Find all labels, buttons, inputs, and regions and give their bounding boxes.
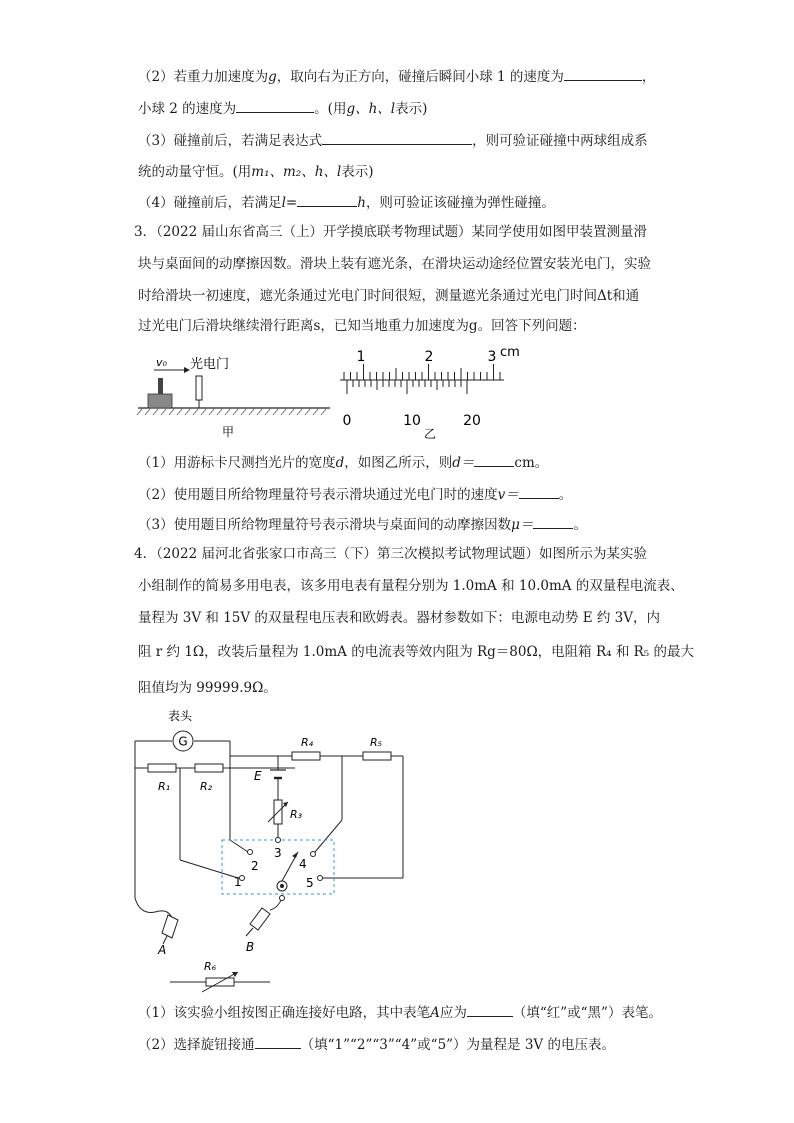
q4-stem-line4: 阻 r 约 1Ω，改装后量程为 1.0mA 的电流表等效内阻为 Rg＝80Ω，电阻箱 R₄ 和 R₅ 的最大 [138,644,694,660]
vernier-label-20: 20 [463,413,481,429]
answer-blank-terminal[interactable] [255,1034,301,1049]
v0-label: v₀ [156,356,167,369]
answer-blank-v1[interactable] [564,66,642,81]
figure-yi [336,342,526,442]
terminal-5: 5 [306,876,314,890]
answer-blank-mu[interactable] [533,514,573,529]
label-r3: R₃ [290,808,303,821]
q4-stem-line2: 小组制作的简易多用电表，该多用电表有量程分别为 1.0mA 和 10.0mA 的双量程电流表、 [138,578,684,594]
unit-label: cm [500,345,520,360]
q3-sub2: （2）使用题目所给物理量符号表示滑块通过光电门时的速度v＝ 。 [138,484,572,505]
probe-a-label: A [158,943,167,957]
answer-blank-velocity[interactable] [519,484,559,499]
label-r5: R₅ [370,736,383,749]
vernier-scale [342,380,486,394]
q3-stem-line1: 3．（2022 届山东省高三（上）开学摸底联考物理试题）某同学使用如图甲装置测量滑 [134,224,647,240]
q3-stem-line2: 块与桌面间的动摩擦因数。滑块上装有遮光条，在滑块运动途经位置安装光电门，实验 [138,256,651,272]
slider-block [148,394,172,408]
q4-stem-line3: 量程为 3V 和 15V 的双量程电压表和欧姆表。器材参数如下：电源电动势 E 约 3V，内 [138,610,660,626]
resistor-r1 [148,764,176,772]
answer-blank-v2[interactable] [236,98,314,113]
q2-part3-line2: 统的动量守恒。(用m₁、m₂、h、l表示) [138,164,374,180]
q2-part2-line2: 小球 2 的速度为 。(用g、h、l表示) [138,98,427,119]
multimeter-circuit [120,700,420,1000]
main-scale [340,364,504,380]
photogate-label: 光电门 [190,357,230,372]
terminal-3: 3 [274,846,282,860]
vernier-label-10: 10 [403,413,421,429]
q4-stem-line5: 阻值均为 99999.9Ω。 [138,680,277,696]
label-r1: R₁ [158,780,171,793]
answer-blank-probe-color[interactable] [467,1002,513,1017]
q3-stem-line3: 时给滑块一初速度，遮光条通过光电门时间很短，测量遮光条通过光电门时间Δt和通 [138,288,640,304]
q4-sub1: （1）该实验小组按图正确连接好电路，其中表笔A应为 （填“红”或“黑”）表笔。 [138,1002,662,1023]
main-label-2: 2 [424,349,434,365]
probe-b-label: B [246,940,255,954]
q2-part2-line1: （2）若重力加速度为g，取向右为正方向，碰撞后瞬间小球 1 的速度为 ， [138,66,655,87]
meter-g: G [178,734,188,749]
terminal-2: 2 [251,859,259,873]
probe-b [246,908,270,936]
terminal-4: 4 [299,857,307,871]
main-label-1: 1 [356,349,366,365]
answer-blank-d[interactable] [474,452,514,467]
figure-jia-caption: 甲 [222,425,235,439]
label-r2: R₂ [200,780,213,793]
label-e: E [254,769,262,783]
q4-stem-line1: 4．（2022 届河北省张家口市高三（下）第三次模拟考试物理试题）如图所示为某实验 [134,546,647,562]
q2-part4: （4）碰撞前后，若满足l= h，则可验证该碰撞为弹性碰撞。 [138,192,555,213]
resistor-r5 [363,752,391,760]
q4-sub2: （2）选择旋钮接通 （填“1”“2”“3”“4”或“5”）为量程是 3V 的电压表。 [138,1034,615,1055]
q3-sub1: （1）用游标卡尺测挡光片的宽度d，如图乙所示，则d＝ cm。 [138,452,548,473]
terminal-1: 1 [234,875,242,889]
q3-stem-line4: 过光电门后滑块继续滑行距离s，已知当地重力加速度为g。回答下列问题： [138,318,586,334]
photogate [196,376,202,400]
resistor-r4 [292,752,320,760]
q3-sub3: （3）使用题目所给物理量符号表示滑块与桌面间的动摩擦因数μ＝ 。 [138,514,587,535]
answer-blank-expression[interactable] [322,130,472,145]
answer-blank-l[interactable] [297,192,357,207]
main-label-3: 3 [487,349,497,365]
figure-jia [134,348,334,443]
figure-yi-caption: 乙 [424,427,437,441]
resistor-r2 [195,764,223,772]
label-r6: R₆ [204,960,217,973]
shading-strip [158,378,163,394]
vernier-label-0: 0 [342,413,352,429]
label-r4: R₄ [301,736,314,749]
q2-part3-line1: （3）碰撞前后，若满足表达式 ，则可验证碰撞中两球组成系 [138,130,648,151]
meter-label: 表头 [168,709,193,723]
probe-a [162,915,178,944]
